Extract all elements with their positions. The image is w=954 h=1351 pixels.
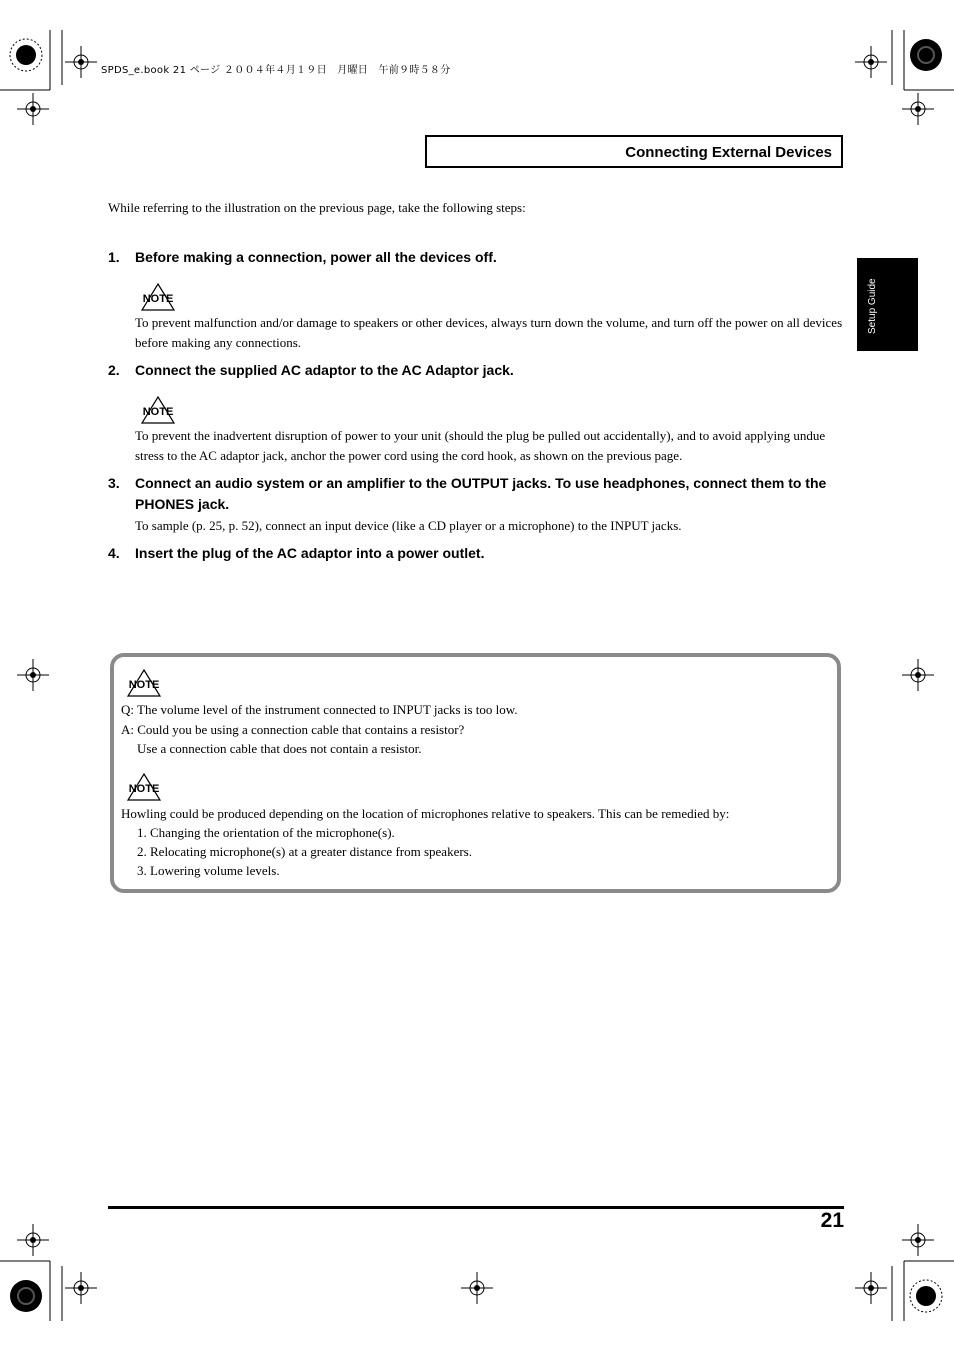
remedy-item: 3. Lowering volume levels. xyxy=(137,863,280,878)
callout-answer-detail: Use a connection cable that does not contain a resistor. xyxy=(137,741,422,756)
note-icon xyxy=(138,282,178,317)
step-text: Before making a connection, power all the devices off. xyxy=(135,249,497,265)
svg-text:NOTE: NOTE xyxy=(142,293,174,305)
step-text: Connect an audio system or an amplifier to the OUTPUT jacks. To use headphones, connect them to the PHONES jack. xyxy=(135,475,827,512)
step-1-note: To prevent malfunction and/or damage to speakers or other devices, always turn down the volume, and turn off the power on all devices before making any connections. xyxy=(135,315,843,350)
callout-answer: A: Could you be using a connection cable that contains a resistor? xyxy=(121,722,465,737)
svg-text:NOTE: NOTE xyxy=(128,679,160,691)
note-icon xyxy=(124,668,164,703)
remedy-item: 1. Changing the orientation of the microphone(s). xyxy=(137,825,395,840)
note-icon xyxy=(124,772,164,807)
step-3 xyxy=(108,473,848,515)
side-tab xyxy=(857,258,918,351)
step-number: 1. xyxy=(108,249,120,265)
step-number: 4. xyxy=(108,545,120,561)
remedy-item: 2. Relocating microphone(s) at a greater distance from speakers. xyxy=(137,844,472,859)
step-4 xyxy=(108,543,848,564)
svg-text:NOTE: NOTE xyxy=(128,783,160,795)
step-number: 3. xyxy=(108,475,120,491)
section-title: Connecting External Devices xyxy=(625,144,832,161)
step-number: 2. xyxy=(108,362,120,378)
svg-text:NOTE: NOTE xyxy=(142,406,174,418)
note-icon xyxy=(138,395,178,430)
print-header: SPDS_e.book 21 ページ ２００４年４月１９日 月曜日 午前９時５８分 xyxy=(101,65,451,76)
footer-rule xyxy=(108,1206,844,1209)
step-2 xyxy=(108,360,848,381)
step-1 xyxy=(108,247,848,268)
step-text: Connect the supplied AC adaptor to the AC Adaptor jack. xyxy=(135,362,514,378)
section-header-box xyxy=(425,135,843,168)
side-tab-label: Setup Guide xyxy=(867,278,878,334)
step-text: Insert the plug of the AC adaptor into a power outlet. xyxy=(135,545,485,561)
callout-question: Q: The volume level of the instrument connected to INPUT jacks is too low. xyxy=(121,702,518,717)
step-2-note: To prevent the inadvertent disruption of power to your unit (should the plug be pulled out accidentally), and to avoid applying undue stress to the AC adaptor jack, anchor the power cord using the cord hook, as shown on the previous page. xyxy=(135,428,826,463)
intro-text: While referring to the illustration on the previous page, take the following steps: xyxy=(108,200,526,215)
page-number: 21 xyxy=(820,1209,844,1232)
step-3-detail: To sample (p. 25, p. 52), connect an input device (like a CD player or a microphone) to the INPUT jacks. xyxy=(135,518,682,533)
callout-howling: Howling could be produced depending on the location of microphones relative to speakers. This can be remedied by: xyxy=(121,806,730,821)
